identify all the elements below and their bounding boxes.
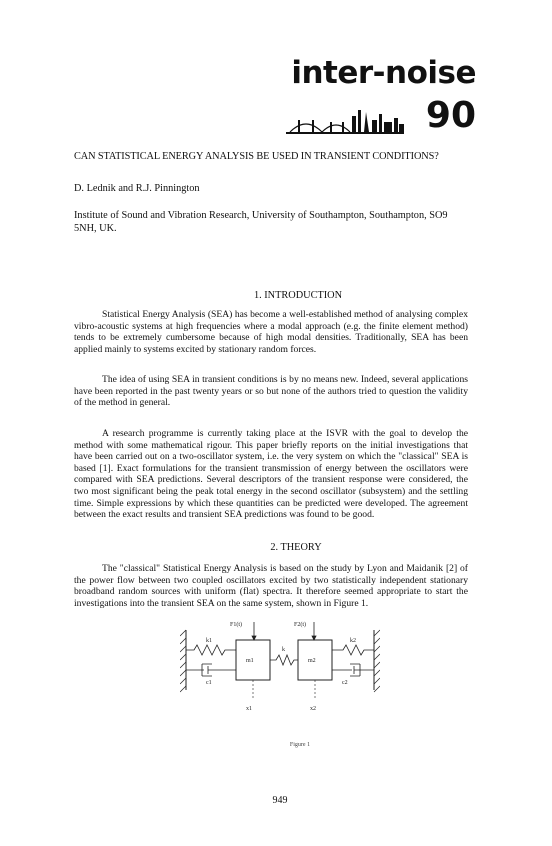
logo-year: 90 xyxy=(425,95,476,136)
label-m2: m2 xyxy=(308,658,316,664)
label-x2: x2 xyxy=(310,706,316,712)
left-wall-hatch xyxy=(180,630,186,692)
intro-paragraph-2: The idea of using SEA in transient conditions is by no means new. Indeed, several applications have been reported in the past twenty years or so but none of the authors tried to question the validity of the method in general. xyxy=(74,374,468,409)
label-c2: c2 xyxy=(342,680,348,686)
coupling-spring xyxy=(270,655,298,665)
two-oscillator-diagram xyxy=(180,618,380,738)
figure-caption: Figure 1 xyxy=(289,742,311,748)
paper-authors: D. Lednik and R.J. Pinnington xyxy=(74,183,200,194)
right-wall-hatch xyxy=(374,630,380,692)
label-force-1: F1(t) xyxy=(230,622,242,628)
label-k2: k2 xyxy=(350,638,356,644)
label-k1: k1 xyxy=(206,638,212,644)
paper-title: CAN STATISTICAL ENERGY ANALYSIS BE USED IN TRANSIENT CONDITIONS? xyxy=(74,151,439,162)
logo-wordmark: inter-noise xyxy=(291,55,476,91)
damper-c1 xyxy=(186,664,236,676)
city-skyline-icon xyxy=(286,102,404,134)
label-x1: x1 xyxy=(246,706,252,712)
page-number: 949 xyxy=(272,795,288,806)
spring-k1 xyxy=(186,645,236,655)
spring-k2 xyxy=(332,645,374,655)
label-force-2: F2(t) xyxy=(294,622,306,628)
damper-c2 xyxy=(332,664,374,676)
intro-paragraph-1: Statistical Energy Analysis (SEA) has become a well-established method of analysing complex vibro-acoustic systems at high frequencies where a modal approach (e.g. the finite element method) tends to be extremely cumbersome because of high modal densities. Traditionally, SEA has been applied mainly to systems excited by stationary random forces. xyxy=(74,309,468,355)
section-heading-introduction: 1. INTRODUCTION xyxy=(253,290,343,301)
section-heading-theory: 2. THEORY xyxy=(270,542,322,553)
label-c1: c1 xyxy=(206,680,212,686)
label-m1: m1 xyxy=(246,658,254,664)
label-kc: k xyxy=(282,647,285,653)
paper-affiliation: Institute of Sound and Vibration Research, University of Southampton, Southampton, SO9 5NH, UK. xyxy=(74,210,448,234)
intro-paragraph-3: A research programme is currently taking place at the ISVR with the goal to develop the method with some mathematical rigour. This paper briefly reports on the initial investigations that have been carried out on a two-oscillator system, i.e. the very system on which the "classical" SEA is based [1]. Exact formulations for the transient transmission of energy between the oscillators were compared with SEA predictions. Several descriptors of the transient response were considered, the two most significant being the peak total energy in the second oscillator (subsystem) and the settling time. Simple expressions by which these quantities can be predicted were developed. The agreement between the exact results and transient SEA predictions was found to be good. xyxy=(74,428,468,521)
theory-paragraph-1: The "classical" Statistical Energy Analysis is based on the study by Lyon and Maidanik [2] of the power flow between two coupled oscillators excited by two statistically independent stationary broadband random sources with uniform (flat) spectra. It therefore seemed appropriate to start the investigations into the transient SEA on the same system, shown in Figure 1. xyxy=(74,563,468,609)
inter-noise-90-logo xyxy=(286,55,476,136)
